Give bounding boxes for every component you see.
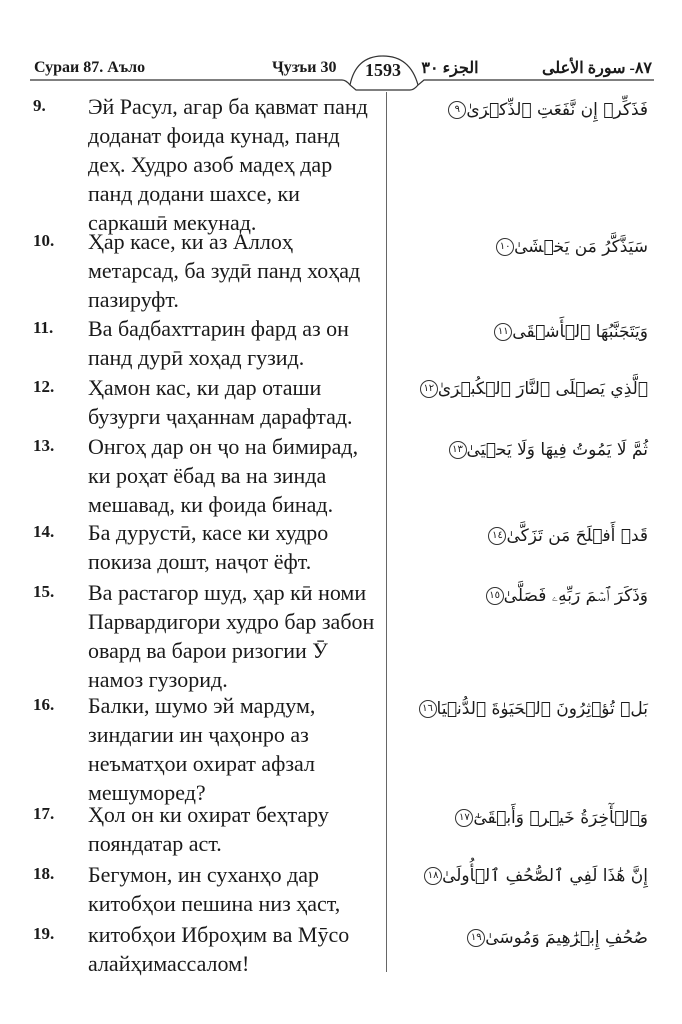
verse-translation: Ва растагор шуд, ҳар кӣ номи Парвардигори худро бар забон овард ва барои ризогии Ӯ намоз гузорид. (88, 580, 375, 692)
ayah-number-marker: ١٠ (496, 238, 514, 256)
verse-translation: Ба дурустӣ, касе ки худро покиза дошт, наҷот ёфт. (88, 520, 329, 574)
arabic-text: ٱلَّذِي يَصۡلَى ٱلنَّارَ ٱلۡكُبۡرَىٰ (437, 379, 648, 399)
arabic-text: فَذَكِّرۡ إِن نَّفَعَتِ ٱلذِّكۡرَىٰ (466, 100, 648, 120)
verse-number: 16. (33, 695, 55, 714)
arabic-text: صُحُفِ إِبۡرَٰهِيمَ وَمُوسَىٰ (485, 928, 648, 948)
verse-arabic (398, 320, 648, 344)
juz-arabic: الجزء ٣٠ (421, 60, 479, 77)
page-number: 1593 (365, 60, 401, 80)
verse-translation: Ҳол он ки охират беҳтару пояндатар аст. (88, 802, 329, 856)
verse-arabic (398, 377, 648, 401)
verse-arabic (398, 98, 648, 122)
verse-number: 19. (33, 924, 55, 943)
arabic-text: وَيَتَجَنَّبُهَا ٱلۡأَشۡقَى (512, 322, 648, 342)
ayah-number-marker: ١٤ (488, 527, 506, 545)
arabic-text: قَدۡ أَفۡلَحَ مَن تَزَكَّىٰ (506, 526, 648, 546)
verse-translation: Ва бадбахттарин фард аз он панд дурӣ хоҳад гузид. (88, 316, 349, 370)
verse-number: 10. (33, 231, 55, 250)
verse-arabic (398, 806, 648, 830)
verse-arabic (398, 864, 648, 888)
ayah-number-marker: ١٥ (486, 587, 504, 605)
arabic-text: وَٱلۡأٓخِرَةُ خَيۡرٞ وَأَبۡقَىٰٓ (473, 808, 648, 828)
arabic-text: ثُمَّ لَا يَمُوتُ فِيهَا وَلَا يَحۡيَىٰ (466, 440, 648, 460)
verse-translation: Эй Расул, агар ба қавмат панд доданат фоида кунад, панд деҳ. Худро азоб мадеҳ дар панд додани шахсе, ки саркашӣ мекунад. (88, 94, 368, 235)
verse-number: 13. (33, 436, 55, 455)
verse-arabic (398, 438, 648, 462)
verse-number: 18. (33, 864, 55, 883)
verse-translation: Онгоҳ дар он ҷо на бимирад, ки роҳат ёбад ва на зинда мешавад, ки фоида бинад. (88, 434, 359, 517)
verse-number: 14. (33, 522, 55, 541)
surah-label: Сураи 87. Аъло (34, 59, 146, 76)
ayah-number-marker: ١٣ (449, 441, 467, 459)
surah-arabic: ٨٧- سورة الأعلى (541, 60, 652, 77)
verse-arabic (398, 524, 648, 548)
verse-translation: китобҳои Иброҳим ва Мӯсо алайҳимассалом! (88, 922, 350, 976)
arabic-text: إِنَّ هَٰذَا لَفِي ٱلصُّحُفِ ٱلۡأُولَىٰ (442, 866, 648, 886)
verse-translation: Бегумон, ин суханҳо дар китобҳои пешина низ ҳаст, (88, 862, 341, 916)
ayah-number-marker: ٩ (448, 101, 466, 119)
verse-translation: Ҳар касе, ки аз Аллоҳ метарсад, ба зудӣ панд хоҳад пазируфт. (88, 229, 361, 312)
verse-arabic (398, 584, 648, 608)
ayah-number-marker: ١٢ (420, 380, 438, 398)
ayah-number-marker: ١٧ (455, 809, 473, 827)
arabic-text: بَلۡ تُؤۡثِرُونَ ٱلۡحَيَوٰةَ ٱلدُّنۡيَا (436, 699, 648, 719)
arabic-text: وَذَكَرَ ٱسۡمَ رَبِّهِۦ فَصَلَّىٰ (503, 586, 648, 606)
verse-number: 15. (33, 582, 55, 601)
ayah-number-marker: ١١ (494, 323, 512, 341)
ayah-number-marker: ١٩ (467, 929, 485, 947)
verse-number: 17. (33, 804, 55, 823)
verse-number: 12. (33, 377, 55, 396)
verse-translation: Балки, шумо эй мардум, зиндагии ин ҷаҳонро аз неъматҳои охират афзал мешуморед? (88, 693, 316, 805)
ayah-number-marker: ١٦ (419, 700, 437, 718)
arabic-text: سَيَذَّكَّرُ مَن يَخۡشَىٰ (514, 237, 648, 257)
verse-number: 11. (33, 318, 54, 337)
verse-arabic (398, 235, 648, 259)
verse-number: 9. (33, 96, 46, 115)
verse-arabic (398, 697, 648, 721)
juz-label: Ҷузъи 30 (272, 59, 337, 76)
verse-translation: Ҳамон кас, ки дар оташи бузурги ҷаҳаннам дарафтад. (88, 375, 353, 429)
ayah-number-marker: ١٨ (424, 867, 442, 885)
verse-arabic (398, 926, 648, 950)
